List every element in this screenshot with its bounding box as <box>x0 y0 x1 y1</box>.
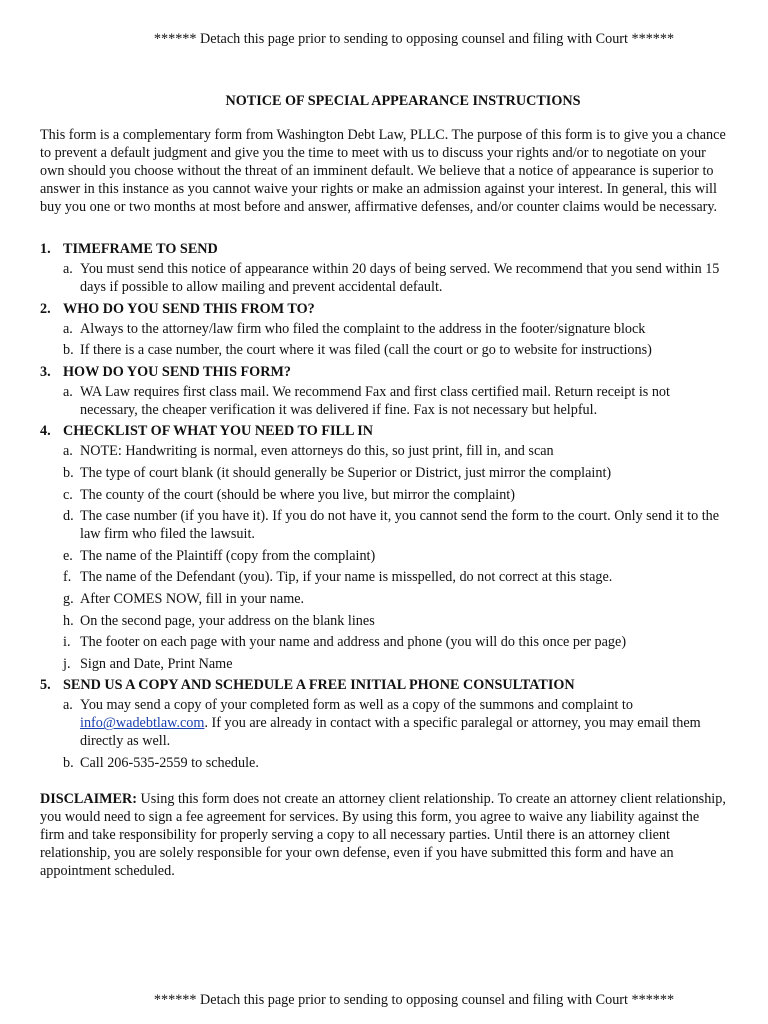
section-title: CHECKLIST OF WHAT YOU NEED TO FILL IN <box>63 423 373 440</box>
item-letter: d. <box>63 508 74 525</box>
item-letter: a. <box>63 443 73 460</box>
item-letter: f. <box>63 569 72 586</box>
section-heading <box>40 422 726 440</box>
item-letter: a. <box>63 383 73 400</box>
item-text: Always to the attorney/law firm who filed the complaint to the address in the footer/signature block <box>80 320 646 337</box>
item-text: WA Law requires first class mail. We recommend Fax and first class certified mail. Return receipt is not necessary, the cheaper verification it was delivered if fine. Fax is not necessary but helpful. <box>80 383 670 418</box>
footer-detach-notice: ****** Detach this page prior to sending to opposing counsel and filing with Court ****** <box>153 992 675 1008</box>
section-number: 5. <box>40 677 51 694</box>
item-letter: a. <box>63 697 73 714</box>
section-number: 4. <box>40 423 51 440</box>
item-letter: g. <box>63 590 74 607</box>
item-text: On the second page, your address on the blank lines <box>80 612 375 629</box>
list-item <box>40 260 726 296</box>
item-letter: j. <box>63 655 71 672</box>
item-letter: a. <box>63 320 73 337</box>
list-item <box>40 590 726 608</box>
section-who-to-send <box>40 300 726 360</box>
section-checklist <box>40 422 726 672</box>
item-text: The name of the Defendant (you). Tip, if your name is misspelled, do not correct at this stage. <box>80 569 613 586</box>
item-text-before: You may send a copy of your completed form as well as a copy of the summons and complaint to <box>80 697 633 714</box>
document-title: NOTICE OF SPECIAL APPEARANCE INSTRUCTIONS <box>225 93 581 109</box>
list-item <box>40 568 726 586</box>
section-heading <box>40 363 726 381</box>
section-send-copy <box>40 676 726 772</box>
item-text: The footer on each page with your name and address and phone (you will do this once per page) <box>80 634 627 651</box>
item-text: NOTE: Handwriting is normal, even attorneys do this, so just print, fill in, and scan <box>80 443 554 460</box>
list-item <box>40 547 726 565</box>
section-items <box>40 383 726 419</box>
item-letter: b. <box>63 342 74 359</box>
item-letter: h. <box>63 612 74 629</box>
item-text: You must send this notice of appearance within 20 days of being served. We recommend that you send within 15 days if possible to allow mailing and prevent accidental default. <box>80 261 720 295</box>
disclaimer-label: DISCLAIMER: <box>40 790 137 807</box>
item-text: Sign and Date, Print Name <box>80 655 233 672</box>
section-heading <box>40 240 726 258</box>
item-text: The name of the Plaintiff (copy from the complaint) <box>80 547 376 564</box>
list-item <box>40 442 726 460</box>
list-item <box>40 341 726 359</box>
section-number: 2. <box>40 300 51 317</box>
item-text: After COMES NOW, fill in your name. <box>80 590 305 607</box>
item-letter: i. <box>63 634 71 651</box>
list-item <box>40 754 726 772</box>
section-title: WHO DO YOU SEND THIS FROM TO? <box>63 300 315 317</box>
item-text <box>80 696 726 750</box>
item-text-after: . If you are already in contact with a specific paralegal or attorney, you may email them directly as well. <box>80 715 701 750</box>
instruction-sections <box>40 240 726 772</box>
item-text: Call 206-535-2559 to schedule. <box>80 754 259 771</box>
section-number: 1. <box>40 241 51 257</box>
item-text: The case number (if you have it). If you do not have it, you cannot send the form to the court. Only send it to the law firm who filed the lawsuit. <box>80 508 720 543</box>
item-letter: b. <box>63 464 74 481</box>
list-item <box>40 612 726 630</box>
item-text: The county of the court (should be where you live, but mirror the complaint) <box>80 486 515 503</box>
section-title: TIMEFRAME TO SEND <box>63 241 218 257</box>
section-title: HOW DO YOU SEND THIS FORM? <box>63 363 291 380</box>
section-number: 3. <box>40 363 51 380</box>
section-items <box>40 260 726 296</box>
section-heading <box>40 676 726 694</box>
list-item <box>40 383 726 419</box>
item-letter: b. <box>63 754 74 771</box>
list-item <box>40 464 726 482</box>
section-items <box>40 696 726 772</box>
item-letter: a. <box>63 261 73 277</box>
item-text: If there is a case number, the court where it was filed (call the court or go to website for instructions) <box>80 342 652 359</box>
disclaimer-paragraph <box>40 790 726 880</box>
section-how-to-send <box>40 363 726 419</box>
section-heading <box>40 300 726 318</box>
list-item <box>40 320 726 338</box>
item-letter: e. <box>63 547 73 564</box>
section-items <box>40 442 726 672</box>
list-item <box>40 633 726 651</box>
list-item <box>40 507 726 543</box>
list-item <box>40 696 726 750</box>
item-letter: c. <box>63 486 73 503</box>
item-text: The type of court blank (it should generally be Superior or District, just mirror the complaint) <box>80 464 612 481</box>
section-title: SEND US A COPY AND SCHEDULE A FREE INITIAL PHONE CONSULTATION <box>63 677 575 694</box>
disclaimer-text: Using this form does not create an attorney client relationship. To create an attorney client relationship, you would need to sign a fee agreement for services. By using this form, you agree to waive any liability against the firm and take responsibility for properly serving a copy to all necessary parties. Until there is an attorney client relationship, you are solely responsible for your own defense, even if you have submitted this form and have an appointment scheduled. <box>40 790 726 879</box>
section-timeframe <box>40 240 726 296</box>
email-link[interactable]: info@wadebtlaw.com <box>80 715 205 732</box>
header-detach-notice: ****** Detach this page prior to sending to opposing counsel and filing with Court ****** <box>153 31 675 47</box>
intro-paragraph: This form is a complementary form from Washington Debt Law, PLLC. The purpose of this form is to give you a chance to prevent a default judgment and give you the time to meet with us to discuss your rights and/or to negotiate on your own should you choose without the threat of an imminent default. We believe that a notice of appearance is superior to answer in this instance as you cannot waive your rights or make an admission against your interest. In general, this will buy you one or two months at most before and answer, affirmative defenses, and/or counter claims would be necessary. <box>40 127 726 215</box>
list-item <box>40 486 726 504</box>
list-item <box>40 655 726 673</box>
document-body <box>40 92 726 880</box>
section-items <box>40 320 726 360</box>
